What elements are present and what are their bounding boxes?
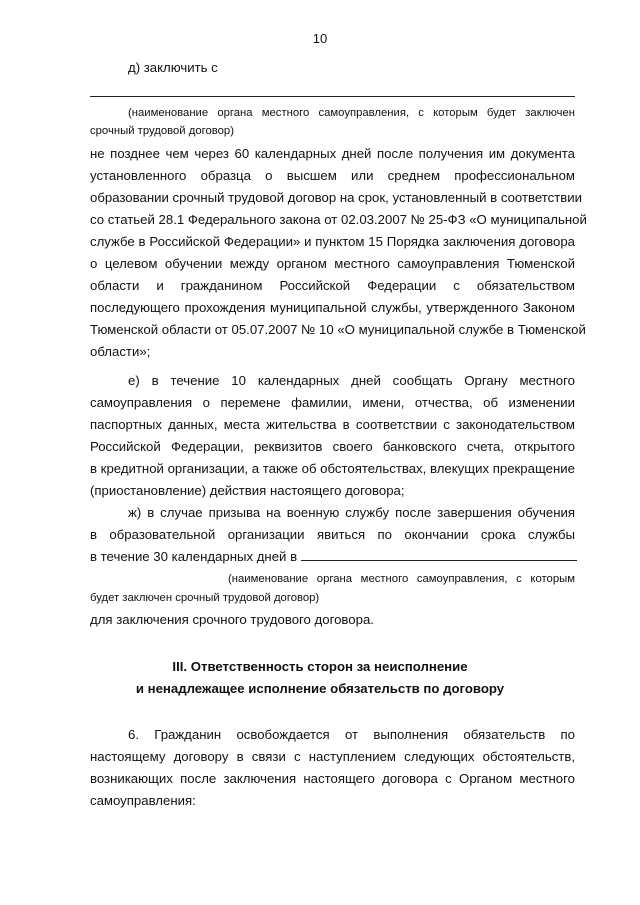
section-heading: и ненадлежащее исполнение обязательств по договору — [135, 681, 505, 696]
blank-line — [90, 96, 575, 97]
section-heading: III. Ответственность сторон за неисполнение — [172, 659, 468, 674]
item-d-label: д) заключить с — [128, 60, 218, 75]
paragraph-line: Российской Федерации, реквизитов своего банковского счета, открытого — [90, 439, 575, 454]
note-line: (наименование органа местного самоуправления, с которым — [228, 573, 575, 585]
paragraph-line: (приостановление) действия настоящего договора; — [90, 483, 405, 498]
paragraph-line: последующего прохождения муниципальной службы, утвержденного Законом — [90, 300, 575, 315]
note-line: срочный трудовой договор) — [90, 125, 234, 137]
paragraph-line: со статьей 28.1 Федерального закона от 02.03.2007 № 25-ФЗ «О муниципальной — [90, 212, 587, 227]
note-line: (наименование органа местного самоуправления, с которым будет заключен — [128, 107, 575, 119]
paragraph-line: службе в Российской Федерации» и пунктом 15 Порядка заключения договора — [90, 234, 575, 249]
paragraph-line: ж) в случае призыва на военную службу после завершения обучения — [128, 505, 575, 520]
paragraph-line: Тюменской области от 05.07.2007 № 10 «О муниципальной службе в Тюменской — [90, 322, 586, 337]
paragraph-line: 6. Гражданин освобождается от выполнения обязательств по — [128, 727, 575, 742]
paragraph-line: образовании срочный трудовой договор на срок, установленный в соответствии — [90, 190, 583, 205]
paragraph-line: области и гражданином Российской Федерации с обязательством — [90, 278, 575, 293]
paragraph-line: для заключения срочного трудового договора. — [90, 612, 374, 627]
paragraph-line: возникающих после заключения настоящего договора с Органом местного — [90, 771, 575, 786]
paragraph-line: установленного образца о высшем или среднем профессиональном — [90, 168, 575, 183]
paragraph-line: е) в течение 10 календарных дней сообщать Органу местного — [128, 373, 575, 388]
paragraph-line: в кредитной организации, а также об обстоятельствах, влекущих прекращение — [90, 461, 575, 476]
paragraph-text: в течение 30 календарных дней в — [90, 549, 298, 564]
paragraph-line: о целевом обучении между органом местного самоуправления Тюменской — [90, 256, 575, 271]
paragraph-line: в образовательной организации явиться по окончании срока службы — [90, 527, 575, 542]
paragraph-line: паспортных данных, места жительства в соответствии с законодательством — [90, 417, 575, 432]
paragraph-line-with-blank — [90, 546, 575, 568]
paragraph-line: настоящему договору в связи с наступлением следующих обстоятельств, — [90, 749, 575, 764]
note-line: будет заключен срочный трудовой договор) — [90, 592, 320, 604]
blank-line — [301, 548, 577, 561]
paragraph-line: самоуправления: — [90, 793, 196, 808]
paragraph-line: не позднее чем через 60 календарных дней после получения им документа — [90, 146, 575, 161]
page-number: 10 — [312, 31, 328, 46]
paragraph-line: самоуправления о перемене фамилии, имени, отчества, об изменении — [90, 395, 575, 410]
paragraph-line: области»; — [90, 344, 151, 359]
